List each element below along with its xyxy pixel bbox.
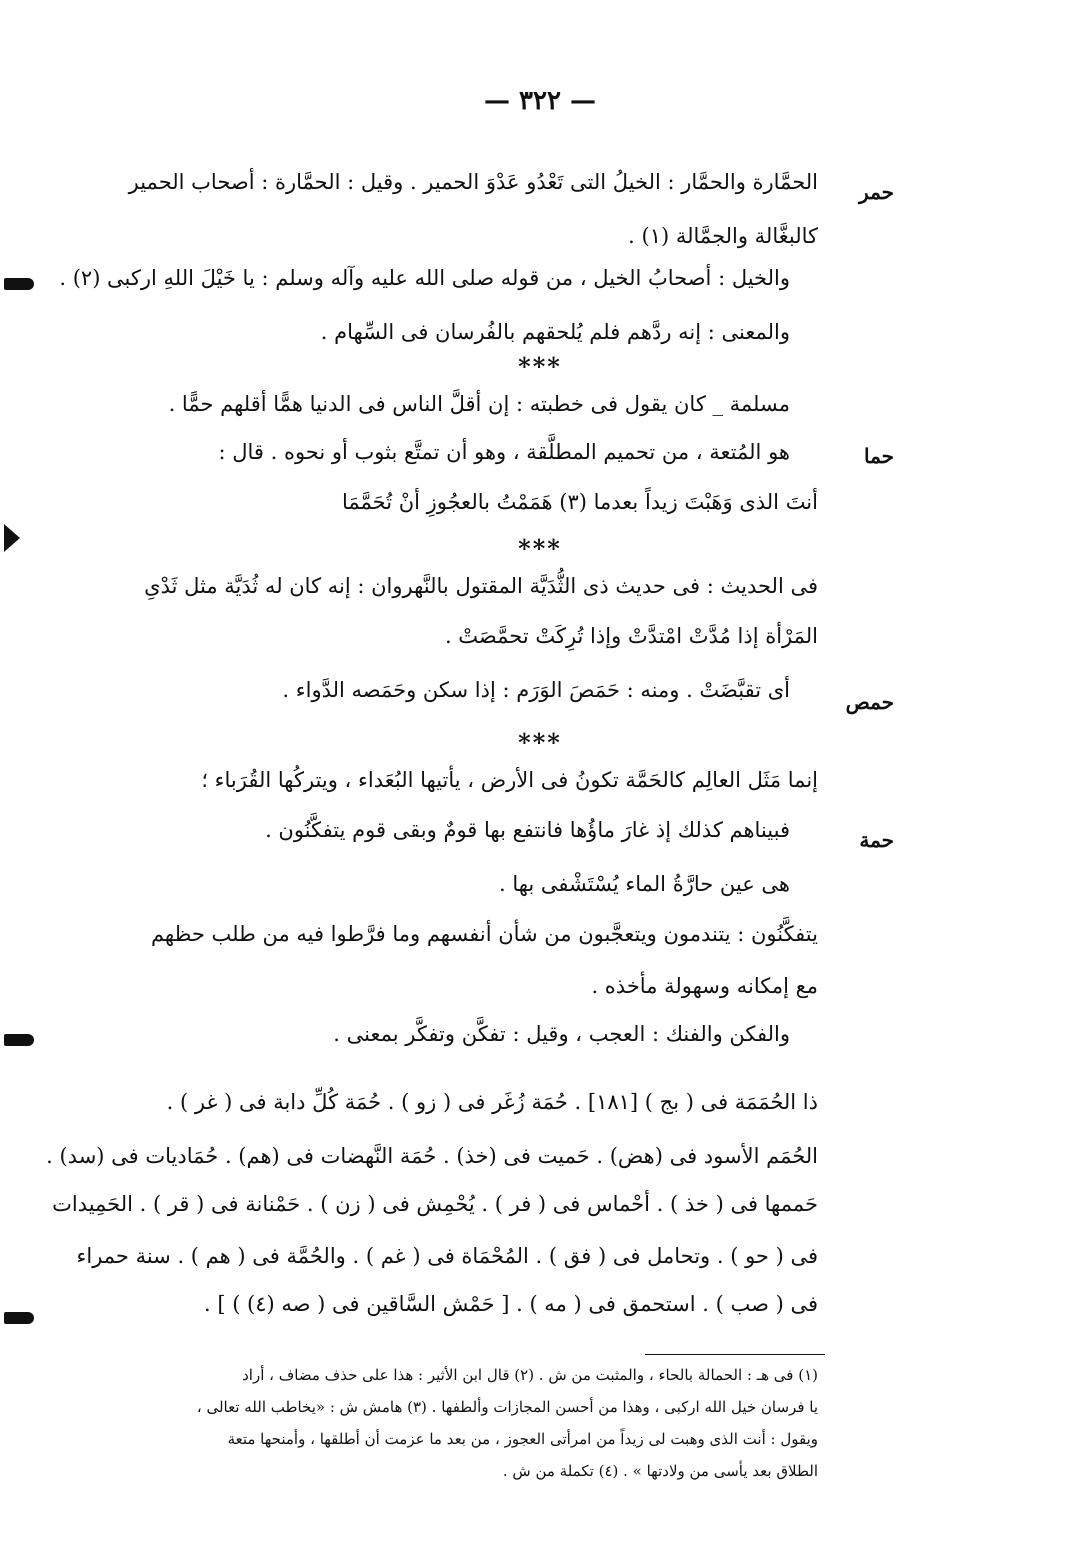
cross-reference-line: فى ( حو ) . وتحامل فى ( فق ) . المُحْمَاة فى ( غم ) . والحُمَّة فى ( هم ) . سنة حمراء — [76, 1244, 818, 1268]
cross-reference-line: ذا الحُمَمَة فى ( بج ) [١٨١] . حُمَة زُغَر فى ( زو ) . حُمَة كُلِّ دابة فى ( غر ) . — [166, 1090, 818, 1114]
margin-keyword-hms: حمص — [845, 690, 894, 714]
margin-keyword-hmr: حمر — [859, 180, 894, 204]
text-line: هو المُتعة ، من تحميم المطلَّقة ، وهو أن تمتَّع بثوب أو نحوه . قال : — [218, 440, 790, 464]
text-line: مسلمة _ كان يقول فى خطبته : إن أقلَّ الناس فى الدنيا همًّا أقلهم حمًّا . — [168, 392, 790, 416]
footnote-line: يا فرسان خيل الله اركبى ، وهذا من أحسن المجازات وألطفها . (٣) هامش ش : «يخاطب الله تعالى ، — [196, 1398, 818, 1416]
margin-arrow-icon — [4, 1312, 34, 1324]
margin-keyword-hamma: حمة — [859, 828, 894, 852]
text-line: كالبغَّالة والجمَّالة (١) . — [628, 224, 818, 248]
text-line: والمعنى : إنه ردَّهم فلم يُلحقهم بالفُرسان فى السِّهام . — [320, 320, 790, 344]
poem-verse: أنتَ الذى وَهَبْتَ زيداً بعدما (٣) هَمَمْتُ بالعجُوزِ أنْ تُحَمَّمَا — [341, 490, 818, 514]
cross-reference-line: الحُمَم الأسود فى (هض) . حَميت فى (خذ) . حُمَة النَّهضات فى (هم) . حُمَاديات فى (سد) . — [46, 1144, 818, 1168]
cross-reference-line: حَممها فى ( خذ ) . أحْماس فى ( فر ) . يُحْمِش فى ( زن ) . حَمْنانة فى ( قر ) . الحَمِيدات — [52, 1192, 818, 1216]
text-line: فبيناهم كذلك إذ غارَ ماؤُها فانتفع بها قومٌ وبقى قوم يتفكَّنُون . — [265, 818, 790, 842]
text-line: والفكن والفنك : العجب ، وقيل : تفكَّن وتفكَّر بمعنى . — [333, 1022, 790, 1046]
section-separator: *** — [518, 534, 562, 563]
text-line: أى تقبَّضَتْ . ومنه : حَمَصَ الوَرَم : إذا سكن وحَمَصه الدَّواء . — [282, 678, 790, 702]
text-line: هى عين حارَّةُ الماء يُسْتَشْفى بها . — [498, 872, 790, 896]
footnote-line: الطلاق بعد يأسى من ولادتها » . (٤) تكملة من ش . — [502, 1462, 818, 1480]
text-line: فى الحديث : فى حديث ذى الثُّدَيَّة المقتول بالنَّهروان : إنه كان له ثُدَيَّة مثل ثَدْىِ — [144, 574, 818, 598]
section-separator: *** — [518, 352, 562, 381]
page-number: — ٣٢٢ — — [483, 86, 597, 116]
text-line: الحمَّارة والحمَّار : الخيلُ التى تَعْدُو عَدْوَ الحمير . وقيل : الحمَّارة : أصحاب الحمير — [128, 170, 818, 194]
text-line: إنما مَثَل العالِم كالحَمَّة تكونُ فى الأرض ، يأتيها البُعَداء ، ويتركُها القُرَباء ؛ — [201, 768, 818, 792]
text-line: مع إمكانه وسهولة مأخذه . — [591, 974, 818, 998]
cross-reference-line: فى ( صب ) . استحمق فى ( مه ) . [ حَمْش السَّاقين فى ( صه (٤) ) ] . — [203, 1292, 818, 1316]
text-line: يتفكَّنُون : يتندمون ويتعجَّبون من شأن أنفسهم وما فرَّطوا فيه من طلب حظهم — [150, 922, 818, 946]
footnote-line: ويقول : أنت الذى وهبت لى زيداً من امرأتى العجوز ، من بعد ما عزمت أن أطلقها ، وأمنحها متعة — [227, 1430, 818, 1448]
margin-arrow-icon — [4, 1034, 34, 1046]
footnote-divider — [645, 1354, 825, 1355]
section-separator: *** — [518, 728, 562, 757]
footnote-line: (١) فى هـ : الحمالة بالحاء ، والمثبت من ش . (٢) قال ابن الأثير : هذا على حذف مضاف ، أراد — [242, 1366, 818, 1384]
margin-keyword-hma: حما — [863, 444, 894, 468]
margin-arrow-icon — [4, 278, 34, 290]
text-line: المَرْأة إذا مُدَّتْ امْتدَّتْ وإذا تُرِكَتْ تحمَّصَتْ . — [444, 624, 818, 648]
text-line: والخيل : أصحابُ الخيل ، من قوله صلى الله عليه وآله وسلم : يا خَيْلَ اللهِ اركبى (٢) . — [59, 266, 790, 290]
